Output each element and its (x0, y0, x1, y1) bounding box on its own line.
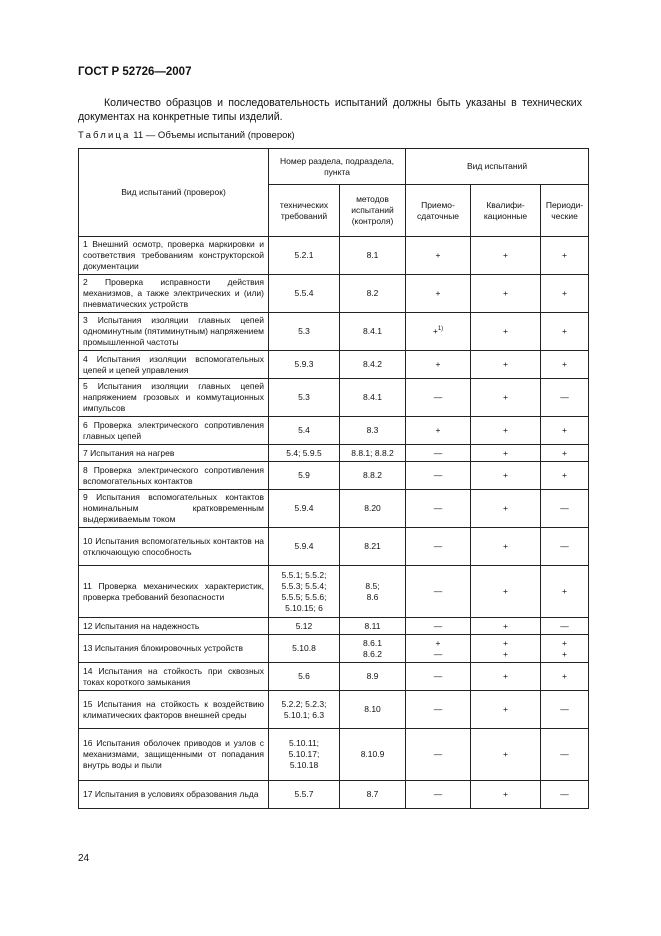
tech-requirement-cell: 5.10.8 (269, 635, 340, 663)
test-name-cell: 11 Проверка механических характеристик, проверка требований безопасности (79, 566, 269, 618)
table-body (79, 237, 589, 809)
test-scope-table (78, 148, 589, 809)
header-test-kind: Вид испытаний (проверок) (79, 149, 269, 237)
test-name-cell: 4 Испытания изоляции вспомогательных цепей и цепей управления (79, 351, 269, 379)
test-name-cell: 2 Проверка исправности действия механизмов, а также электрических и (или) пневматических устройств (79, 275, 269, 313)
test-name-cell: 1 Внешний осмотр, проверка маркировки и соответствия требованиям конструкторской документации (79, 237, 269, 275)
table-row (79, 237, 589, 275)
table-row (79, 275, 589, 313)
tech-requirement-cell: 5.12 (269, 618, 340, 635)
tech-requirement-cell: 5.9.4 (269, 528, 340, 566)
acceptance-cell (406, 445, 471, 462)
table-row (79, 379, 589, 417)
acceptance-cell (406, 379, 471, 417)
qualification-cell: + (471, 417, 541, 445)
table-row (79, 313, 589, 351)
qualification-cell: + (471, 351, 541, 379)
acceptance-mark: + — (433, 637, 443, 659)
qualification-cell: + (471, 566, 541, 618)
acceptance-cell (406, 417, 471, 445)
acceptance-cell (406, 351, 471, 379)
tech-requirement-cell: 5.5.1; 5.5.2; 5.5.3; 5.5.4; 5.5.5; 5.5.6; 5.10.15; 6 (269, 566, 340, 618)
test-name-cell: 13 Испытания блокировочных устройств (79, 635, 269, 663)
periodic-cell: + (541, 462, 589, 490)
test-method-cell: 8.10.9 (340, 729, 406, 781)
test-method-cell: 8.4.1 (340, 313, 406, 351)
acceptance-cell (406, 490, 471, 528)
test-name-cell: 16 Испытания оболочек приводов и узлов с механизмами, защищенными от попадания внутрь воды и пыли (79, 729, 269, 781)
qualification-cell: + (471, 275, 541, 313)
qualification-cell: + (471, 528, 541, 566)
test-method-cell: 8.11 (340, 618, 406, 635)
acceptance-cell (406, 781, 471, 809)
test-method-cell: 8.10 (340, 691, 406, 729)
table-row (79, 445, 589, 462)
document-code: ГОСТ Р 52726—2007 (78, 66, 192, 78)
periodic-cell: — (541, 490, 589, 528)
acceptance-cell (406, 462, 471, 490)
acceptance-mark: — (433, 704, 443, 714)
test-name-cell: 9 Испытания вспомогательных контактов номинальным кратковременным выдерживаемым током (79, 490, 269, 528)
qualification-cell: + (471, 781, 541, 809)
qualification-cell: + (471, 379, 541, 417)
periodic-cell: — (541, 781, 589, 809)
qualification-cell: + (471, 729, 541, 781)
periodic-cell: — (541, 618, 589, 635)
header-test-methods: методов испытаний (контроля) (340, 185, 406, 237)
table-row (79, 618, 589, 635)
test-name-cell: 12 Испытания на надежность (79, 618, 269, 635)
periodic-cell: + (541, 663, 589, 691)
acceptance-cell (406, 528, 471, 566)
tech-requirement-cell: 5.6 (269, 663, 340, 691)
tech-requirement-cell: 5.9.3 (269, 351, 340, 379)
acceptance-cell (406, 663, 471, 691)
table-caption (78, 130, 295, 141)
test-method-cell: 8.7 (340, 781, 406, 809)
table-caption-title: 11 — Объемы испытаний (проверок) (130, 130, 295, 141)
tech-requirement-cell: 5.9 (269, 462, 340, 490)
qualification-cell: + (471, 490, 541, 528)
qualification-cell: + (471, 462, 541, 490)
header-qualification: Квалифи-кационные (471, 185, 541, 237)
qualification-cell: + (471, 237, 541, 275)
periodic-cell: + (541, 566, 589, 618)
test-method-cell: 8.3 (340, 417, 406, 445)
test-method-cell: 8.2 (340, 275, 406, 313)
footnote-ref: 1) (437, 326, 444, 332)
tech-requirement-cell: 5.2.1 (269, 237, 340, 275)
test-method-cell: 8.8.2 (340, 462, 406, 490)
table-row (79, 351, 589, 379)
test-name-cell: 15 Испытания на стойкость к воздействию климатических факторов внешней среды (79, 691, 269, 729)
tech-requirement-cell: 5.2.2; 5.2.3; 5.10.1; 6.3 (269, 691, 340, 729)
tech-requirement-cell: 5.3 (269, 379, 340, 417)
qualification-cell: + (471, 445, 541, 462)
table-row (79, 462, 589, 490)
table-row (79, 635, 589, 663)
acceptance-mark: — (433, 470, 443, 480)
qualification-cell: + (471, 663, 541, 691)
test-method-cell: 8.5; 8.6 (340, 566, 406, 618)
periodic-cell: — (541, 691, 589, 729)
tech-requirement-cell: 5.5.4 (269, 275, 340, 313)
table-row (79, 490, 589, 528)
acceptance-mark: + (435, 425, 441, 435)
qualification-cell: + (471, 691, 541, 729)
test-method-cell: 8.4.1 (340, 379, 406, 417)
tech-requirement-cell: 5.4 (269, 417, 340, 445)
periodic-cell: + (541, 445, 589, 462)
acceptance-mark: — (433, 541, 443, 551)
tech-requirement-cell: 5.4; 5.9.5 (269, 445, 340, 462)
acceptance-cell (406, 275, 471, 313)
periodic-cell: — (541, 528, 589, 566)
acceptance-mark: — (433, 586, 443, 596)
periodic-cell: + (541, 313, 589, 351)
acceptance-mark: — (433, 503, 443, 513)
periodic-cell: + (541, 237, 589, 275)
test-name-cell: 3 Испытания изоляции главных цепей одноминутным (пятиминутным) напряжением промышленной частоты (79, 313, 269, 351)
periodic-cell: — (541, 729, 589, 781)
table-row (79, 691, 589, 729)
acceptance-cell (406, 313, 471, 351)
tech-requirement-cell: 5.9.4 (269, 490, 340, 528)
test-name-cell: 6 Проверка электрического сопротивления главных цепей (79, 417, 269, 445)
header-periodic: Периоди-ческие (541, 185, 589, 237)
table-row (79, 528, 589, 566)
acceptance-mark: — (433, 392, 443, 402)
periodic-cell: + (541, 351, 589, 379)
test-method-cell: 8.1 (340, 237, 406, 275)
test-method-cell: 8.9 (340, 663, 406, 691)
periodic-cell: + + (541, 635, 589, 663)
acceptance-mark: + (435, 250, 441, 260)
header-section-number: Номер раздела, подраздела, пункта (269, 149, 406, 185)
tech-requirement-cell: 5.10.11; 5.10.17; 5.10.18 (269, 729, 340, 781)
test-method-cell: 8.20 (340, 490, 406, 528)
qualification-cell: + + (471, 635, 541, 663)
table-row (79, 781, 589, 809)
periodic-cell: + (541, 417, 589, 445)
acceptance-mark: + (435, 359, 441, 369)
header-acceptance: Приемо-сдаточные (406, 185, 471, 237)
test-method-cell: 8.8.1; 8.8.2 (340, 445, 406, 462)
intro-paragraph: Количество образцов и последовательность испытаний должны быть указаны в технических документах на конкретные типы изделий. (78, 97, 582, 123)
acceptance-mark: — (433, 671, 443, 681)
acceptance-mark: — (433, 749, 443, 759)
test-method-cell: 8.21 (340, 528, 406, 566)
qualification-cell: + (471, 313, 541, 351)
page-number: 24 (78, 853, 90, 864)
header-tech-requirements: технических требований (269, 185, 340, 237)
test-name-cell: 10 Испытания вспомогательных контактов на отключающую способность (79, 528, 269, 566)
periodic-cell: + (541, 275, 589, 313)
acceptance-cell (406, 566, 471, 618)
acceptance-mark: — (433, 789, 443, 799)
test-name-cell: 14 Испытания на стойкость при сквозных токах короткого замыкания (79, 663, 269, 691)
tech-requirement-cell: 5.3 (269, 313, 340, 351)
test-name-cell: 5 Испытания изоляции главных цепей напряжением грозовых и коммутационных импульсов (79, 379, 269, 417)
acceptance-mark: + (435, 288, 441, 298)
acceptance-cell (406, 635, 471, 663)
acceptance-cell (406, 691, 471, 729)
test-name-cell: 7 Испытания на нагрев (79, 445, 269, 462)
table-row (79, 729, 589, 781)
header-test-types: Вид испытаний (406, 149, 589, 185)
tech-requirement-cell: 5.5.7 (269, 781, 340, 809)
acceptance-cell (406, 618, 471, 635)
test-method-cell: 8.6.1 8.6.2 (340, 635, 406, 663)
acceptance-mark: — (433, 447, 443, 458)
acceptance-cell (406, 237, 471, 275)
periodic-cell: — (541, 379, 589, 417)
test-name-cell: 8 Проверка электрического сопротивления вспомогательных контактов (79, 462, 269, 490)
qualification-cell: + (471, 618, 541, 635)
acceptance-mark: — (433, 620, 443, 631)
acceptance-cell (406, 729, 471, 781)
test-method-cell: 8.4.2 (340, 351, 406, 379)
acceptance-mark: + (432, 326, 438, 336)
table-row (79, 663, 589, 691)
table-row (79, 417, 589, 445)
table-caption-label: Таблица (78, 130, 131, 141)
table-row (79, 566, 589, 618)
test-name-cell: 17 Испытания в условиях образования льда (79, 781, 269, 809)
